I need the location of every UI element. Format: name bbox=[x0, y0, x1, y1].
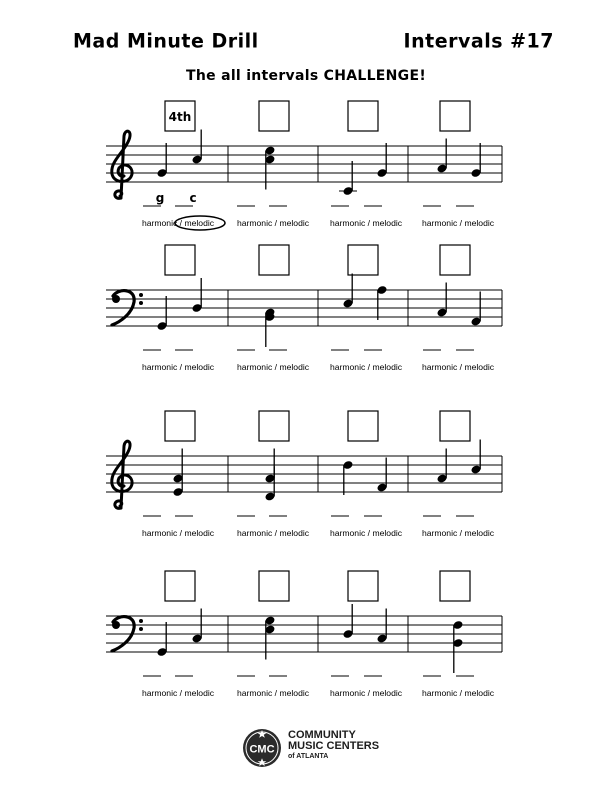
answer-box bbox=[440, 101, 470, 131]
logo-badge-text: CMC bbox=[249, 743, 275, 756]
logo-line-2: MUSIC CENTERS bbox=[288, 740, 380, 752]
example-note-name-2: c bbox=[189, 191, 197, 205]
harmonic-melodic-label: harmonic / melodic bbox=[421, 528, 495, 538]
harmonic-melodic-label: harmonic / melodic bbox=[141, 528, 215, 538]
staff-system bbox=[106, 245, 502, 372]
worksheet-subtitle: The all intervals CHALLENGE! bbox=[185, 68, 427, 84]
staff-system bbox=[106, 411, 502, 538]
answer-box bbox=[440, 245, 470, 275]
answer-box bbox=[165, 571, 195, 601]
logo-line-3: of ATLANTA bbox=[288, 753, 329, 760]
answer-box bbox=[348, 101, 378, 131]
staff-system bbox=[106, 101, 502, 228]
example-interval-answer: 4th bbox=[168, 110, 192, 124]
answer-box bbox=[259, 411, 289, 441]
answer-box bbox=[259, 245, 289, 275]
harmonic-melodic-label: harmonic / melodic bbox=[329, 362, 403, 372]
answer-box bbox=[165, 245, 195, 275]
answer-box bbox=[348, 245, 378, 275]
harmonic-melodic-label: harmonic / melodic bbox=[329, 688, 403, 698]
logo-line-1: COMMUNITY bbox=[288, 729, 356, 741]
harmonic-melodic-label: harmonic / melodic bbox=[141, 218, 215, 228]
harmonic-melodic-label: harmonic / melodic bbox=[329, 218, 403, 228]
answer-box bbox=[259, 101, 289, 131]
answer-box bbox=[259, 571, 289, 601]
harmonic-melodic-label: harmonic / melodic bbox=[421, 362, 495, 372]
answer-box bbox=[348, 411, 378, 441]
worksheet-title: Mad Minute Drill bbox=[73, 29, 259, 53]
answer-box bbox=[440, 571, 470, 601]
harmonic-melodic-label: harmonic / melodic bbox=[141, 362, 215, 372]
harmonic-melodic-label: harmonic / melodic bbox=[421, 688, 495, 698]
answer-box bbox=[440, 411, 470, 441]
harmonic-melodic-label: harmonic / melodic bbox=[236, 688, 310, 698]
harmonic-melodic-label: harmonic / melodic bbox=[236, 528, 310, 538]
treble-clef-icon bbox=[112, 131, 132, 198]
answer-box bbox=[165, 411, 195, 441]
harmonic-melodic-label: harmonic / melodic bbox=[236, 362, 310, 372]
logo-wordmark bbox=[288, 730, 379, 761]
worksheet-number: Intervals #17 bbox=[403, 29, 554, 53]
staff-system bbox=[106, 571, 502, 698]
answer-box bbox=[348, 571, 378, 601]
harmonic-melodic-label: harmonic / melodic bbox=[329, 528, 403, 538]
harmonic-melodic-label: harmonic / melodic bbox=[236, 218, 310, 228]
example-note-name-1: g bbox=[155, 191, 165, 205]
treble-clef-icon bbox=[112, 441, 132, 508]
harmonic-melodic-label: harmonic / melodic bbox=[141, 688, 215, 698]
harmonic-melodic-label: harmonic / melodic bbox=[421, 218, 495, 228]
